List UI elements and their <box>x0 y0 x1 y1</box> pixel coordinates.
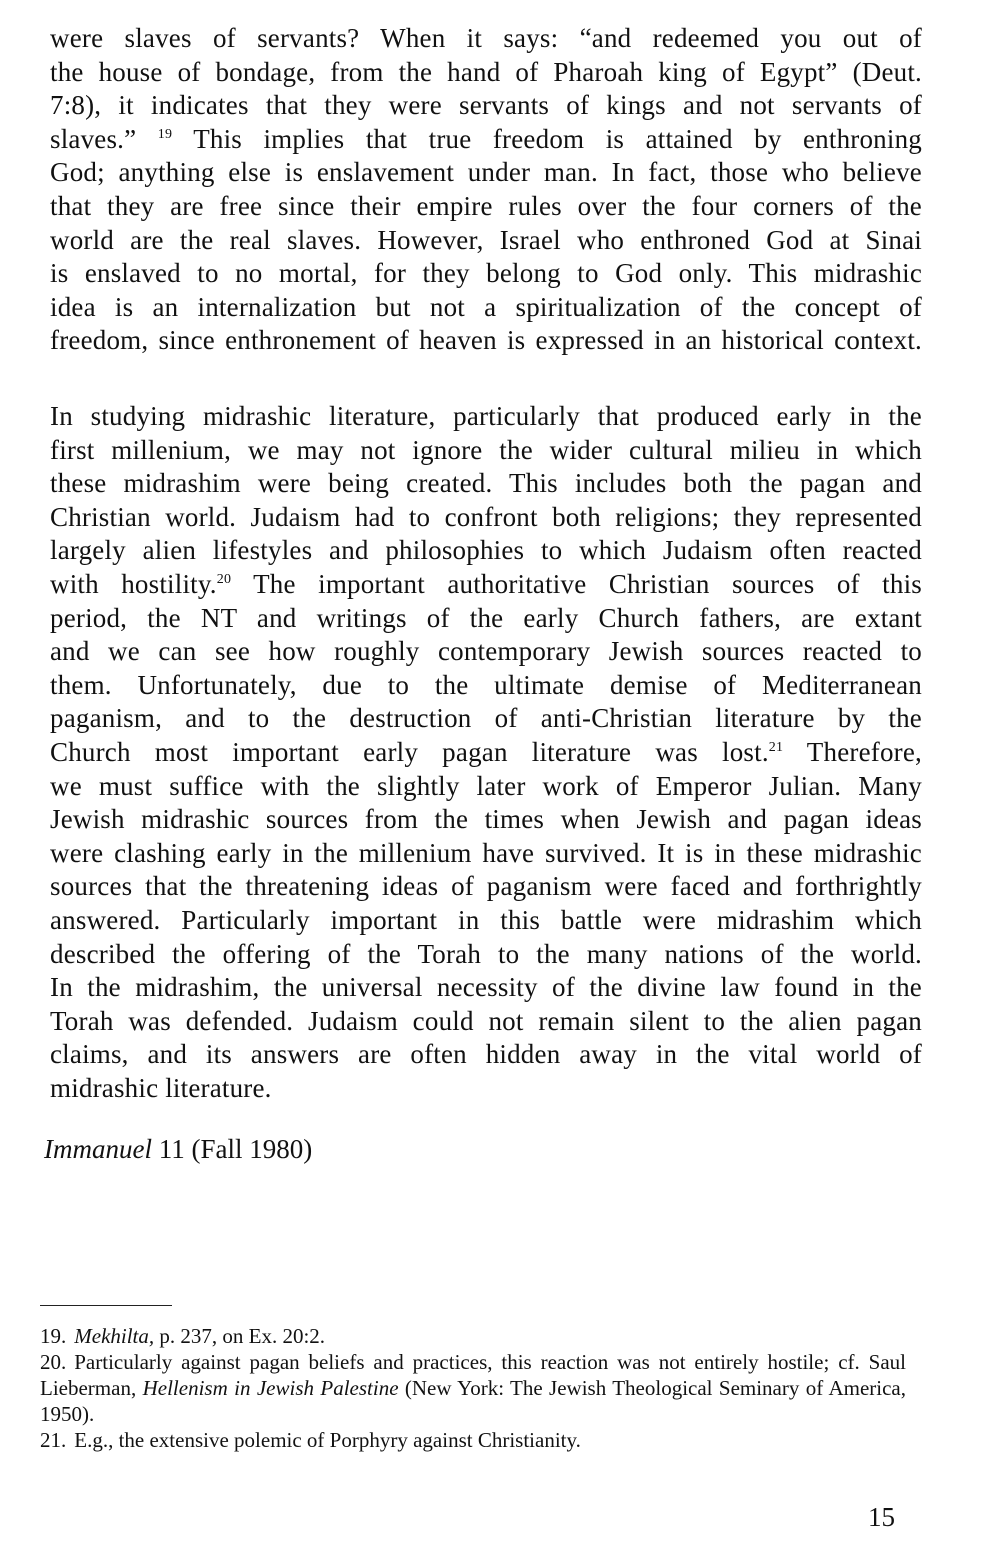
journal-title: Immanuel <box>44 1134 152 1164</box>
footnote-text: Particularly against pagan beliefs and practices, this reaction was not entirely hostile; cf. Saul Lieberman, <box>40 1350 906 1400</box>
text-line <box>50 736 922 770</box>
footnote-number: 20. <box>40 1350 67 1374</box>
body-paragraph-2 <box>50 400 922 1105</box>
text-line: idea is an internalization but not a spiritualization of the concept of <box>50 291 922 322</box>
footnote-title: Hellenism in Jewish Palestine <box>142 1376 399 1400</box>
text-line: freedom, since enthronement of heaven is expressed in an historical context. <box>50 325 922 356</box>
text-line: period, the NT and writings of the early Church fathers, are extant <box>50 602 922 633</box>
footnote-number: 21. <box>40 1428 67 1452</box>
text-line: In studying midrashic literature, particularly that produced early in the <box>50 401 922 431</box>
footnote-divider <box>40 1305 172 1306</box>
text-line: that they are free since their empire rules over the four corners of the <box>50 190 922 221</box>
text-line: we must suffice with the slightly later work of Emperor Julian. Many <box>50 770 922 801</box>
text-line: were clashing early in the millenium have survived. It is in these midrashic <box>50 837 922 868</box>
footnote-text: p. 237, on Ex. 20:2. <box>154 1324 326 1348</box>
text-line: God; anything else is enslavement under man. In fact, those who believe <box>50 157 922 188</box>
text-run: slaves.” <box>50 123 158 154</box>
text-line: first millenium, we may not ignore the wider cultural milieu in which <box>50 434 922 465</box>
text-line: paganism, and to the destruction of anti-Christian literature by the <box>50 703 922 734</box>
text-run: with hostility. <box>50 568 217 599</box>
text-line: described the offering of the Torah to the many nations of the world. <box>50 938 922 969</box>
body-paragraph-1 <box>50 22 922 358</box>
text-line: answered. Particularly important in this battle were midrashim which <box>50 904 922 935</box>
text-line: is enslaved to no mortal, for they belong to God only. This midrashic <box>50 258 922 289</box>
text-line <box>50 123 922 157</box>
footnote-number: 19. <box>40 1324 67 1348</box>
footnote-20 <box>40 1349 906 1427</box>
text-line: In the midrashim, the universal necessity of the divine law found in the <box>50 972 922 1003</box>
footnote-text: (New York: The Jewish Theological Seminary of America, 1950). <box>40 1376 906 1426</box>
text-line: claims, and its answers are often hidden away in the vital world of <box>50 1039 922 1070</box>
text-run: Church most important early pagan literature was lost. <box>50 736 769 767</box>
text-run: This implies that true freedom is attained by enthroning <box>172 123 922 154</box>
text-line: the house of bondage, from the hand of Pharoah king of Egypt” (Deut. <box>50 56 922 87</box>
text-line: and we can see how roughly contemporary Jewish sources reacted to <box>50 636 922 667</box>
text-run: The important authoritative Christian sources of this <box>231 568 922 599</box>
text-line: 7:8), it indicates that they were servants of kings and not servants of <box>50 90 922 121</box>
text-line: world are the real slaves. However, Israel who enthroned God at Sinai <box>50 224 922 255</box>
footnote-title: Mekhilta, <box>74 1324 155 1348</box>
footnote-ref-21[interactable]: 21 <box>768 739 784 755</box>
source-citation <box>44 1132 312 1166</box>
text-line: largely alien lifestyles and philosophies to which Judaism often reacted <box>50 535 922 566</box>
text-line: were slaves of servants? When it says: “and redeemed you out of <box>50 23 922 53</box>
footnote-ref-20[interactable]: 20 <box>216 571 232 587</box>
footnote-21 <box>40 1427 906 1453</box>
text-line: these midrashim were being created. This includes both the pagan and <box>50 468 922 499</box>
footnotes <box>40 1323 906 1453</box>
text-line: sources that the threatening ideas of paganism were faced and forthrightly <box>50 871 922 902</box>
text-line: Jewish midrashic sources from the times when Jewish and pagan ideas <box>50 804 922 835</box>
page-number: 15 <box>868 1502 895 1532</box>
footnote-19 <box>40 1323 906 1349</box>
text-line: Torah was defended. Judaism could not remain silent to the alien pagan <box>50 1005 922 1036</box>
footnote-text: E.g., the extensive polemic of Porphyry against Christianity. <box>74 1428 581 1452</box>
text-line: midrashic literature. <box>50 1072 272 1103</box>
text-run: Therefore, <box>783 736 922 767</box>
text-line: Christian world. Judaism had to confront both religions; they represented <box>50 501 922 532</box>
footnote-ref-19[interactable]: 19 <box>157 126 173 142</box>
journal-issue: 11 (Fall 1980) <box>151 1134 313 1164</box>
text-line: them. Unfortunately, due to the ultimate demise of Mediterranean <box>50 669 922 700</box>
text-line <box>50 568 922 602</box>
